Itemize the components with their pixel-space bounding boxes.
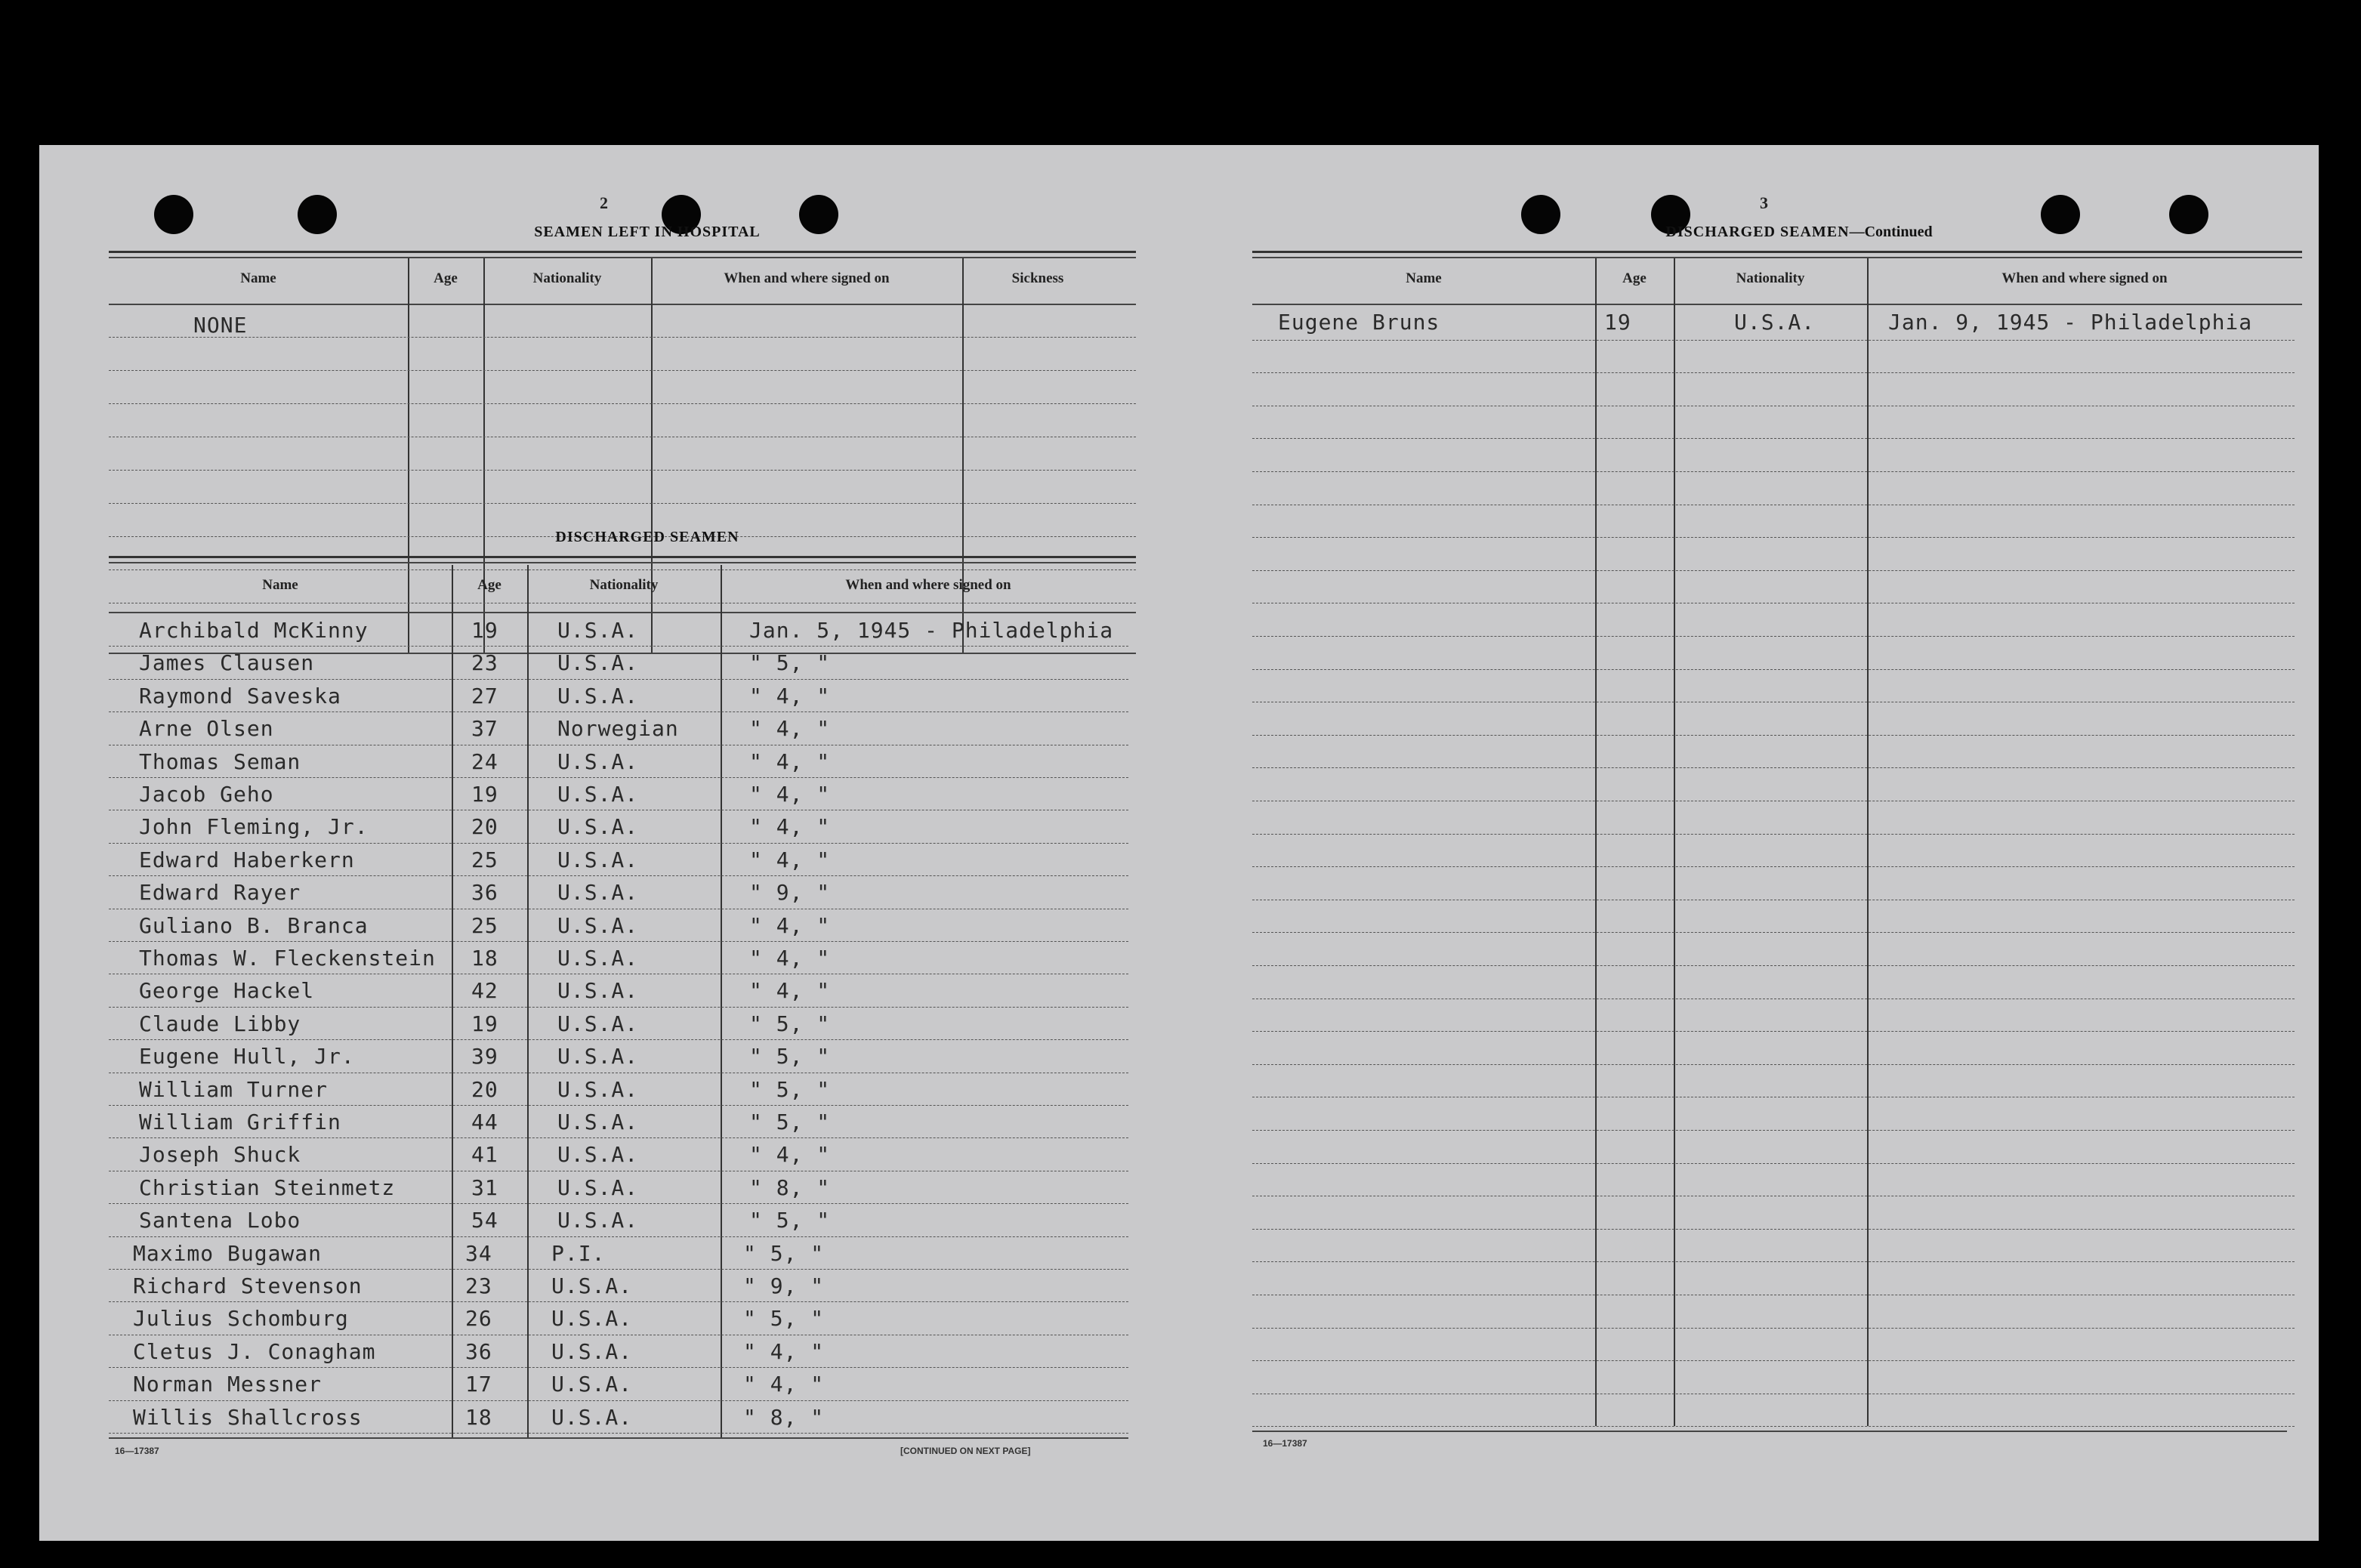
right-row-line xyxy=(1252,1360,2295,1361)
cell-age: 19 xyxy=(471,782,498,807)
cell-name: William Griffin xyxy=(139,1110,341,1134)
cell-age: 41 xyxy=(471,1142,498,1168)
cell-signed: " 8, " xyxy=(743,1404,825,1430)
right-row-line xyxy=(1252,340,2295,341)
right-header-signed: When and where signed on xyxy=(2001,270,2168,286)
right-bottom-rule xyxy=(1252,1431,2287,1432)
cell-age: 54 xyxy=(471,1208,498,1233)
cell-signed: " 9, " xyxy=(743,1273,825,1298)
continued-note: [CONTINUED ON NEXT PAGE] xyxy=(900,1446,1031,1456)
cell-signed: " 4, " xyxy=(749,782,831,807)
punch-hole xyxy=(2169,195,2208,234)
cell-nationality: U.S.A. xyxy=(557,1011,639,1036)
cell-nationality: U.S.A. xyxy=(557,1208,639,1233)
discharged-col-divider xyxy=(452,565,453,1437)
cell-nationality: U.S.A. xyxy=(551,1306,633,1332)
cell-nationality: U.S.A. xyxy=(557,618,639,643)
right-col-divider xyxy=(1867,258,1869,1426)
cell-name: Raymond Saveska xyxy=(139,683,341,708)
row-line xyxy=(109,1039,1128,1040)
right-row-line xyxy=(1252,636,2295,637)
cell-age: 44 xyxy=(471,1110,498,1134)
cell-nationality: U.S.A. xyxy=(551,1404,633,1430)
right-row-line xyxy=(1252,438,2295,439)
row-line xyxy=(109,777,1128,778)
cell-signed: " 4, " xyxy=(749,912,831,938)
cell-nationality: U.S.A. xyxy=(557,1110,639,1134)
right-row-line xyxy=(1252,1163,2295,1164)
hospital-row-line xyxy=(109,370,1136,371)
cell-age: 26 xyxy=(465,1306,492,1332)
cell-nationality: U.S.A. xyxy=(551,1273,633,1298)
form-number-left: 16—17387 xyxy=(115,1446,159,1456)
cell-signed: " 5, " xyxy=(749,1044,831,1070)
discharged-header-age: Age xyxy=(477,577,502,593)
right-row-line xyxy=(1252,932,2295,933)
discharged-top-rule-2 xyxy=(109,562,1136,563)
row-line xyxy=(109,1007,1128,1008)
hospital-row-line xyxy=(109,569,1136,570)
cell-nationality: U.S.A. xyxy=(557,683,639,708)
cell-signed: " 5, " xyxy=(749,650,831,676)
hospital-entry-none: NONE xyxy=(193,313,248,338)
hospital-row-line xyxy=(109,403,1136,404)
discharged-bottom-rule xyxy=(109,1437,1128,1439)
row-line xyxy=(109,843,1128,844)
cell-signed: " 4, " xyxy=(749,716,831,742)
cell-name: Thomas W. Fleckenstein xyxy=(139,946,436,971)
right-row-line xyxy=(1252,471,2295,472)
row-line xyxy=(109,1301,1128,1302)
right-row-line xyxy=(1252,1064,2295,1065)
cell-nationality: U.S.A. xyxy=(557,880,639,906)
cell-age: 18 xyxy=(471,946,498,971)
discharged-header-nationality: Nationality xyxy=(589,577,659,593)
cell-nationality: U.S.A. xyxy=(557,978,639,1004)
right-title-main: DISCHARGED SEAMEN xyxy=(1665,224,1850,240)
cell-name: Arne Olsen xyxy=(139,716,274,742)
right-row-line xyxy=(1252,834,2295,835)
cell-signed: " 4, " xyxy=(743,1338,825,1364)
discharged-header-rule xyxy=(109,612,1136,613)
cell-name: Santena Lobo xyxy=(139,1208,301,1233)
cell-name: John Fleming, Jr. xyxy=(139,814,369,840)
row-line xyxy=(109,1400,1128,1401)
hospital-section-title: SEAMEN LEFT IN HOSPITAL xyxy=(534,224,761,240)
row-line xyxy=(109,1203,1128,1204)
cell-nationality: U.S.A. xyxy=(1734,310,1816,335)
right-row-line xyxy=(1252,866,2295,867)
cell-name: Christian Steinmetz xyxy=(139,1174,396,1200)
cell-signed: " 4, " xyxy=(749,1142,831,1168)
cell-age: 25 xyxy=(471,912,498,938)
row-line xyxy=(109,1367,1128,1368)
punch-hole xyxy=(154,195,193,234)
row-line xyxy=(109,646,1128,647)
cell-name: Thomas Seman xyxy=(139,749,301,774)
cell-age: 19 xyxy=(471,1011,498,1036)
discharged-top-rule xyxy=(109,556,1136,558)
right-row-line xyxy=(1252,767,2295,768)
hospital-top-rule-2 xyxy=(109,257,1136,258)
row-line xyxy=(109,679,1128,680)
cell-signed: " 4, " xyxy=(749,814,831,840)
cell-nationality: U.S.A. xyxy=(557,782,639,807)
cell-nationality: U.S.A. xyxy=(557,749,639,774)
hospital-header-name: Name xyxy=(240,270,276,286)
right-row-line xyxy=(1252,965,2295,966)
cell-age: 18 xyxy=(465,1404,492,1430)
hospital-top-rule xyxy=(109,251,1136,253)
cell-name: Claude Libby xyxy=(139,1011,301,1036)
cell-nationality: U.S.A. xyxy=(557,1174,639,1200)
cell-age: 23 xyxy=(465,1273,492,1298)
hospital-header-sickness: Sickness xyxy=(1011,270,1064,286)
cell-nationality: U.S.A. xyxy=(557,1076,639,1102)
cell-nationality: U.S.A. xyxy=(557,946,639,971)
cell-signed: " 5, " xyxy=(743,1306,825,1332)
row-line xyxy=(109,1433,1128,1434)
cell-name: Jacob Geho xyxy=(139,782,274,807)
discharged-header-signed: When and where signed on xyxy=(845,577,1011,593)
right-col-divider xyxy=(1595,258,1597,1426)
right-row-line xyxy=(1252,570,2295,571)
right-row-line xyxy=(1252,537,2295,538)
cell-name: Cletus J. Conagham xyxy=(133,1338,376,1364)
right-row-line xyxy=(1252,1229,2295,1230)
right-row-line xyxy=(1252,1130,2295,1131)
cell-age: 27 xyxy=(471,683,498,708)
cell-signed: Jan. 9, 1945 - Philadelphia xyxy=(1888,310,2253,335)
cell-age: 36 xyxy=(465,1338,492,1364)
cell-name: Eugene Hull, Jr. xyxy=(139,1044,355,1070)
cell-age: 36 xyxy=(471,880,498,906)
right-header-rule xyxy=(1252,304,2302,305)
cell-signed: " 4, " xyxy=(749,683,831,708)
row-line xyxy=(109,1269,1128,1270)
cell-age: 23 xyxy=(471,650,498,676)
row-line xyxy=(109,875,1128,876)
cell-age: 42 xyxy=(471,978,498,1004)
cell-nationality: U.S.A. xyxy=(557,1044,639,1070)
cell-signed: " 5, " xyxy=(743,1240,825,1266)
cell-nationality: P.I. xyxy=(551,1240,606,1266)
right-row-line xyxy=(1252,669,2295,670)
cell-age: 39 xyxy=(471,1044,498,1070)
hospital-row-line xyxy=(109,503,1136,504)
cell-signed: " 9, " xyxy=(749,880,831,906)
cell-signed: " 4, " xyxy=(749,978,831,1004)
cell-nationality: U.S.A. xyxy=(557,847,639,872)
right-col-divider xyxy=(1674,258,1675,1426)
cell-nationality: Norwegian xyxy=(557,716,679,742)
cell-nationality: U.S.A. xyxy=(557,814,639,840)
discharged-col-divider xyxy=(527,565,529,1437)
discharged-header-name: Name xyxy=(262,577,298,593)
cell-signed: " 5, " xyxy=(749,1110,831,1134)
right-title-suffix: —Continued xyxy=(1849,224,1933,240)
cell-name: Eugene Bruns xyxy=(1278,310,1440,335)
cell-signed: Jan. 5, 1945 - Philadelphia xyxy=(749,618,1114,643)
cell-age: 24 xyxy=(471,749,498,774)
cell-signed: " 4, " xyxy=(749,749,831,774)
right-row-line xyxy=(1252,1261,2295,1262)
page-number-left: 2 xyxy=(600,193,608,212)
right-row-line xyxy=(1252,735,2295,736)
cell-nationality: U.S.A. xyxy=(551,1372,633,1397)
row-line xyxy=(109,1236,1128,1237)
cell-signed: " 4, " xyxy=(749,946,831,971)
row-line xyxy=(109,941,1128,942)
hospital-header-age: Age xyxy=(434,270,458,286)
hospital-header-signed: When and where signed on xyxy=(724,270,890,286)
right-top-rule-2 xyxy=(1252,257,2302,258)
cell-age: 20 xyxy=(471,1076,498,1102)
cell-age: 37 xyxy=(471,716,498,742)
cell-name: George Hackel xyxy=(139,978,315,1004)
cell-age: 19 xyxy=(1604,310,1631,335)
ledger-sheet xyxy=(39,145,2319,1541)
cell-nationality: U.S.A. xyxy=(551,1338,633,1364)
right-section-title xyxy=(1459,224,2139,241)
right-top-rule xyxy=(1252,251,2302,253)
cell-name: William Turner xyxy=(139,1076,329,1102)
right-header-age: Age xyxy=(1622,270,1647,286)
cell-name: Joseph Shuck xyxy=(139,1142,301,1168)
cell-name: James Clausen xyxy=(139,650,315,676)
cell-age: 25 xyxy=(471,847,498,872)
right-header-nationality: Nationality xyxy=(1736,270,1805,286)
hospital-row-line xyxy=(109,470,1136,471)
right-row-line xyxy=(1252,1426,2295,1427)
discharged-col-divider xyxy=(721,565,722,1437)
cell-signed: " 4, " xyxy=(749,847,831,872)
cell-nationality: U.S.A. xyxy=(557,1142,639,1168)
cell-signed: " 5, " xyxy=(749,1208,831,1233)
cell-name: Julius Schomburg xyxy=(133,1306,349,1332)
cell-age: 19 xyxy=(471,618,498,643)
cell-signed: " 5, " xyxy=(749,1011,831,1036)
hospital-row-line xyxy=(109,337,1136,338)
cell-nationality: U.S.A. xyxy=(557,912,639,938)
cell-name: Guliano B. Branca xyxy=(139,912,369,938)
right-row-line xyxy=(1252,372,2295,373)
cell-name: Norman Messner xyxy=(133,1372,323,1397)
cell-signed: " 5, " xyxy=(749,1076,831,1102)
cell-name: Edward Rayer xyxy=(139,880,301,906)
cell-age: 34 xyxy=(465,1240,492,1266)
hospital-header-rule xyxy=(109,304,1136,305)
punch-hole xyxy=(298,195,337,234)
cell-name: Archibald McKinny xyxy=(139,618,369,643)
form-number-right: 16—17387 xyxy=(1263,1438,1307,1449)
cell-signed: " 8, " xyxy=(749,1174,831,1200)
discharged-section-title: DISCHARGED SEAMEN xyxy=(555,529,739,545)
page-number-right: 3 xyxy=(1760,193,1768,212)
right-row-line xyxy=(1252,1031,2295,1032)
row-line xyxy=(109,1105,1128,1106)
cell-age: 20 xyxy=(471,814,498,840)
cell-name: Edward Haberkern xyxy=(139,847,355,872)
cell-name: Willis Shallcross xyxy=(133,1404,363,1430)
cell-age: 17 xyxy=(465,1372,492,1397)
right-row-line xyxy=(1252,1328,2295,1329)
cell-name: Richard Stevenson xyxy=(133,1273,363,1298)
right-header-name: Name xyxy=(1406,270,1442,286)
row-line xyxy=(109,1137,1128,1138)
row-line xyxy=(109,711,1128,712)
cell-signed: " 4, " xyxy=(743,1372,825,1397)
cell-age: 31 xyxy=(471,1174,498,1200)
cell-name: Maximo Bugawan xyxy=(133,1240,323,1266)
hospital-header-nationality: Nationality xyxy=(532,270,602,286)
cell-nationality: U.S.A. xyxy=(557,650,639,676)
